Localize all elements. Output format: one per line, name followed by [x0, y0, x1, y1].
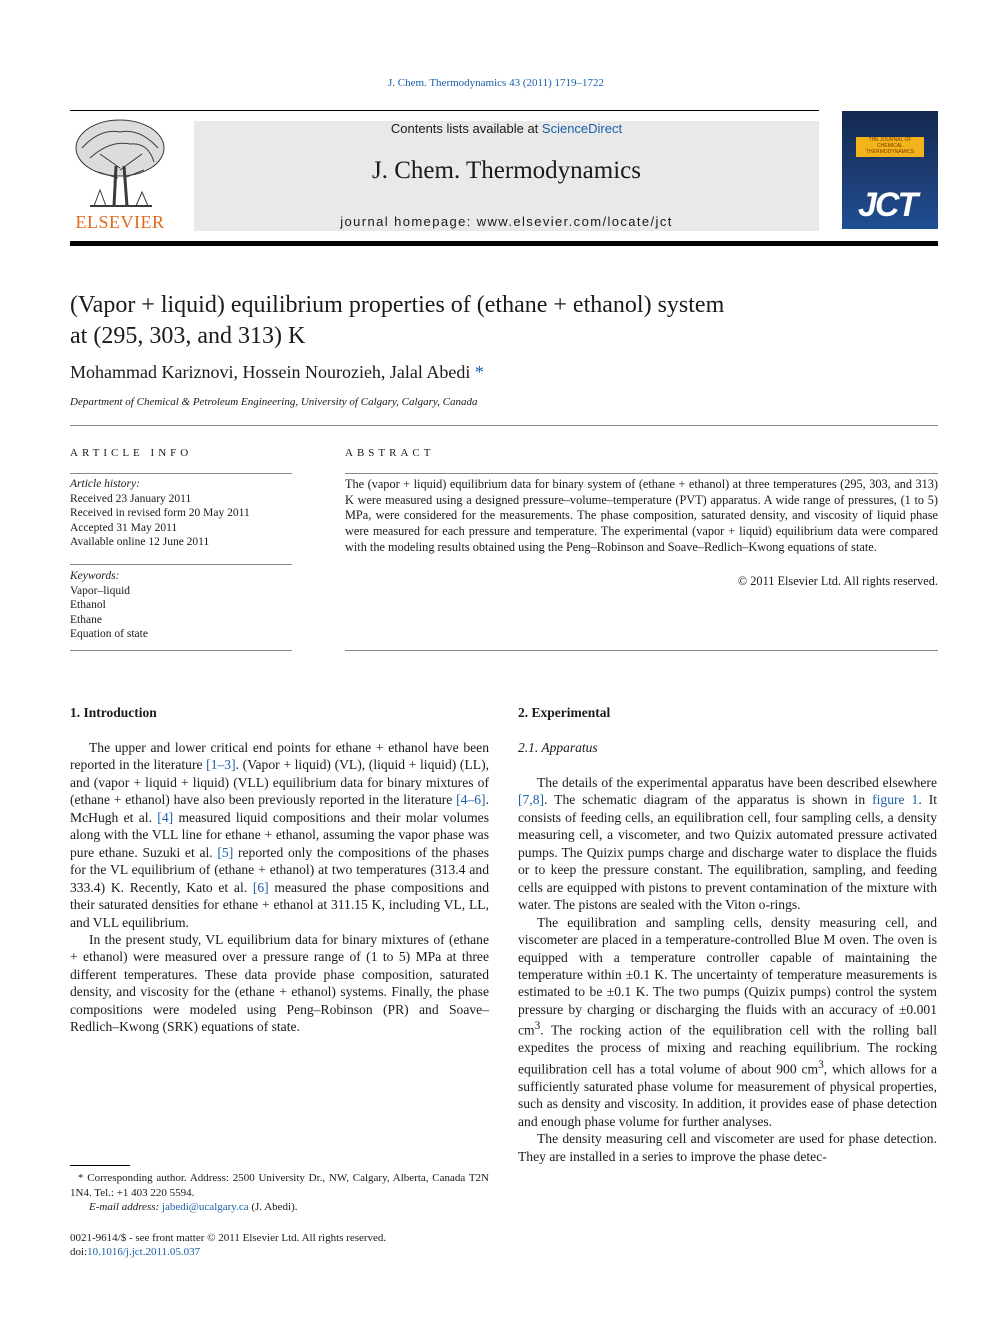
experimental-heading: 2. Experimental	[518, 705, 611, 720]
issn-line: 0021-9614/$ - see front matter © 2011 Elsevier Ltd. All rights reserved.	[70, 1232, 387, 1244]
figure-link[interactable]: figure 1	[872, 792, 919, 808]
history-revised: Received in revised form 20 May 2011	[70, 507, 250, 519]
homepage-prefix: journal homepage:	[340, 214, 477, 229]
cover-label: THE JOURNAL OF CHEMICAL THERMODYNAMICS	[856, 137, 924, 157]
text-run: measured the phase compositions and their saturated densities for ethane + ethanol at 311.15 K, including VL, LL, and VLL equilibrium.	[70, 879, 490, 930]
history-accepted: Accepted 31 May 2011	[70, 521, 178, 534]
reference-link[interactable]: [5]	[217, 844, 234, 860]
abstract-text: The (vapor + liquid) equilibrium data for binary system of (ethane + ethanol) at three temperatures (295, 303, and 313) K were measured using a designed pressure–volume–temperature (PVT) apparatus. A wide range of pressures, (1 to 5) MPa, were considered for the measurements. The phase composition, saturated density, and viscosity of liquid phase were measured for each pressure and temperature. The experimental (vapor + liquid) equilibrium data were compared with the modeling results obtained using the Peng–Robinson and Soave–Redlich–Kwong equations of state.	[345, 477, 938, 554]
abstract-rule-top	[345, 473, 938, 474]
reference-link[interactable]: [1–3]	[206, 757, 236, 773]
abstract-rule-bottom	[345, 650, 938, 651]
introduction-heading: 1. Introduction	[70, 705, 157, 720]
doi-line	[70, 1245, 489, 1259]
title-rule	[70, 425, 938, 426]
journal-name: J. Chem. Thermodynamics	[372, 157, 641, 184]
journal-homepage	[194, 214, 819, 229]
reference-link[interactable]: [4]	[157, 809, 174, 825]
keyword-item: Ethanol	[70, 599, 106, 611]
text-run: . McHugh et al.	[70, 792, 489, 825]
page-footer	[70, 1231, 489, 1259]
corresponding-author-note	[70, 1171, 489, 1200]
keyword-item: Vapor–liquid	[70, 584, 131, 597]
email-line	[70, 1200, 489, 1215]
article-info-heading: ARTICLE INFO	[70, 447, 193, 459]
intro-paragraph-2: In the present study, VL equilibrium data for binary mixtures of (ethane + ethanol) were measured over a pressure range of (1 to 5) MPa at three different temperatures. These data provide phase composition, saturated density, and viscosity for the (ethane + ethanol) systems. Finally, the phase compositions were modeled using Peng–Robinson (PR) and Soave–Redlich–Kwong (SRK) equations of state.	[70, 931, 489, 1035]
history-label: Article history:	[70, 478, 140, 490]
reference-link[interactable]: [4–6]	[456, 792, 486, 808]
article-info-rule-mid	[70, 564, 292, 565]
superscript: 3	[534, 1020, 541, 1033]
keywords	[70, 569, 292, 642]
text-run: . It consists of feeding cells, an equilibration cell, four sampling cells, a density measuring cell, a viscometer, and two Quizix automated pressure activated pumps. The Quizix pumps charge and discharge water to displace the fluids or to keep the pressure constant. The equilibration, sampling, and feeding cells are equipped with pistons to prevent contamination of the mixture with water. The pistons are sealed with the Viton o-rings.	[518, 792, 938, 913]
article-info-rule-top	[70, 473, 292, 474]
email-suffix: (J. Abedi).	[248, 1201, 298, 1214]
corresponding-author-mark[interactable]: *	[474, 362, 484, 382]
title-line-1: (Vapor + liquid) equilibrium properties of (ethane + ethanol) system	[70, 292, 725, 318]
authors: Mohammad Kariznovi, Hossein Nourozieh, Jalal Abedi	[70, 362, 471, 382]
footnote-mark: *	[78, 1172, 84, 1184]
history-received: Received 23 January 2011	[70, 492, 192, 505]
text-run: The equilibration and sampling cells, density measuring cell, and viscometer are placed in a temperature-controlled Blue M oven. The oven is equipped with a temperature controller capable of maintaining the temperature within ±0.1 K. The uncertainty of temperature measurements is estimated to be ±0.1 K. The two pumps (Quizix pumps) control the system pressure by charging or discharging the fluids with an accuracy of ±0.001 cm	[518, 914, 937, 1038]
apparatus-subheading: 2.1. Apparatus	[518, 740, 598, 755]
intro-paragraph-1	[70, 739, 489, 931]
article-info-rule-bottom	[70, 650, 292, 651]
exp-paragraph-3: The density measuring cell and viscometer are used for phase detection. They are installed in a series to improve the phase detec-	[518, 1131, 937, 1164]
tree-icon	[70, 118, 170, 213]
history-online: Available online 12 June 2011	[70, 536, 210, 548]
experimental-body	[518, 774, 937, 1165]
keyword-item: Ethane	[70, 613, 102, 626]
footnote	[70, 1171, 489, 1215]
title-line-2: at (295, 303, and 313) K	[70, 323, 306, 349]
article-history	[70, 477, 292, 550]
contents-line	[194, 121, 819, 136]
email-link[interactable]: jabedi@ucalgary.ca	[161, 1201, 249, 1214]
footnote-rule	[70, 1165, 130, 1166]
text-run: , which allows for a sufficiently saturated phase volume for measurement of physical properties, such as density and viscosity. In addition, it provides ease of phase detection and enough phase volume for further analyses.	[518, 1061, 938, 1129]
text-run: The upper and lower critical end points for ethane + ethanol have been reported in the literature	[70, 740, 489, 773]
footnote-text: Corresponding author. Address: 2500 University Dr., NW, Calgary, Alberta, Canada T2N 1N4. Tel.: +1 403 220 5594.	[70, 1172, 489, 1199]
homepage-url[interactable]: www.elsevier.com/locate/jct	[476, 214, 673, 229]
keyword-item: Equation of state	[70, 628, 148, 640]
author-list	[70, 362, 484, 383]
text-run: The details of the experimental apparatus have been described elsewhere	[537, 775, 937, 790]
header-thick-rule	[70, 241, 938, 246]
elsevier-wordmark[interactable]: ELSEVIER	[75, 212, 165, 232]
article-title	[70, 290, 890, 352]
header-rule	[70, 110, 819, 111]
introduction-body	[70, 739, 489, 1036]
doi-label: doi:	[70, 1246, 88, 1258]
affiliation: Department of Chemical & Petroleum Engineering, University of Calgary, Calgary, Canada	[70, 396, 478, 408]
journal-citation[interactable]: J. Chem. Thermodynamics 43 (2011) 1719–1722	[387, 77, 604, 89]
journal-cover[interactable]	[842, 111, 938, 229]
exp-paragraph-2	[518, 914, 937, 1131]
superscript: 3	[818, 1058, 824, 1071]
cover-abbrev: JCT	[858, 186, 917, 224]
reference-link[interactable]: [6]	[252, 879, 269, 895]
doi-link[interactable]: 10.1016/j.jct.2011.05.037	[87, 1246, 201, 1258]
text-run: . The rocking action of the equilibration cell with the rolling ball expedites the process of mixing and reaching equilibrium. The rocking equilibration cell has a total volume of about 900 cm	[518, 1022, 937, 1077]
reference-link[interactable]: [7,8]	[518, 792, 545, 808]
abstract-copyright: © 2011 Elsevier Ltd. All rights reserved.	[737, 574, 938, 588]
text-run: measured liquid compositions and their molar volumes along with the VLL line for ethane + ethanol, assuming the vapor phase was pure ethane. Suzuki et al.	[70, 809, 489, 860]
email-label: E-mail address:	[89, 1201, 162, 1214]
text-run: reported only the compositions of the phases for the VL equilibrium of (ethane + ethanol) at two temperatures (313.4 and 333.4) K. Recently, Kato et al.	[70, 844, 490, 895]
text-run: . (Vapor + liquid) (VL), (liquid + liquid) (LL), and (vapor + liquid + liquid) (VLL) equilibrium data for binary mixtures of (ethane + ethanol) have also been previously reported in the literature	[70, 757, 489, 808]
exp-paragraph-1	[518, 774, 937, 914]
text-run: . The schematic diagram of the apparatus is shown in	[544, 792, 873, 808]
keywords-label: Keywords:	[70, 570, 120, 582]
sciencedirect-link[interactable]: ScienceDirect	[541, 121, 623, 136]
abstract-heading: ABSTRACT	[345, 447, 435, 459]
contents-prefix: Contents lists available at	[390, 121, 542, 136]
